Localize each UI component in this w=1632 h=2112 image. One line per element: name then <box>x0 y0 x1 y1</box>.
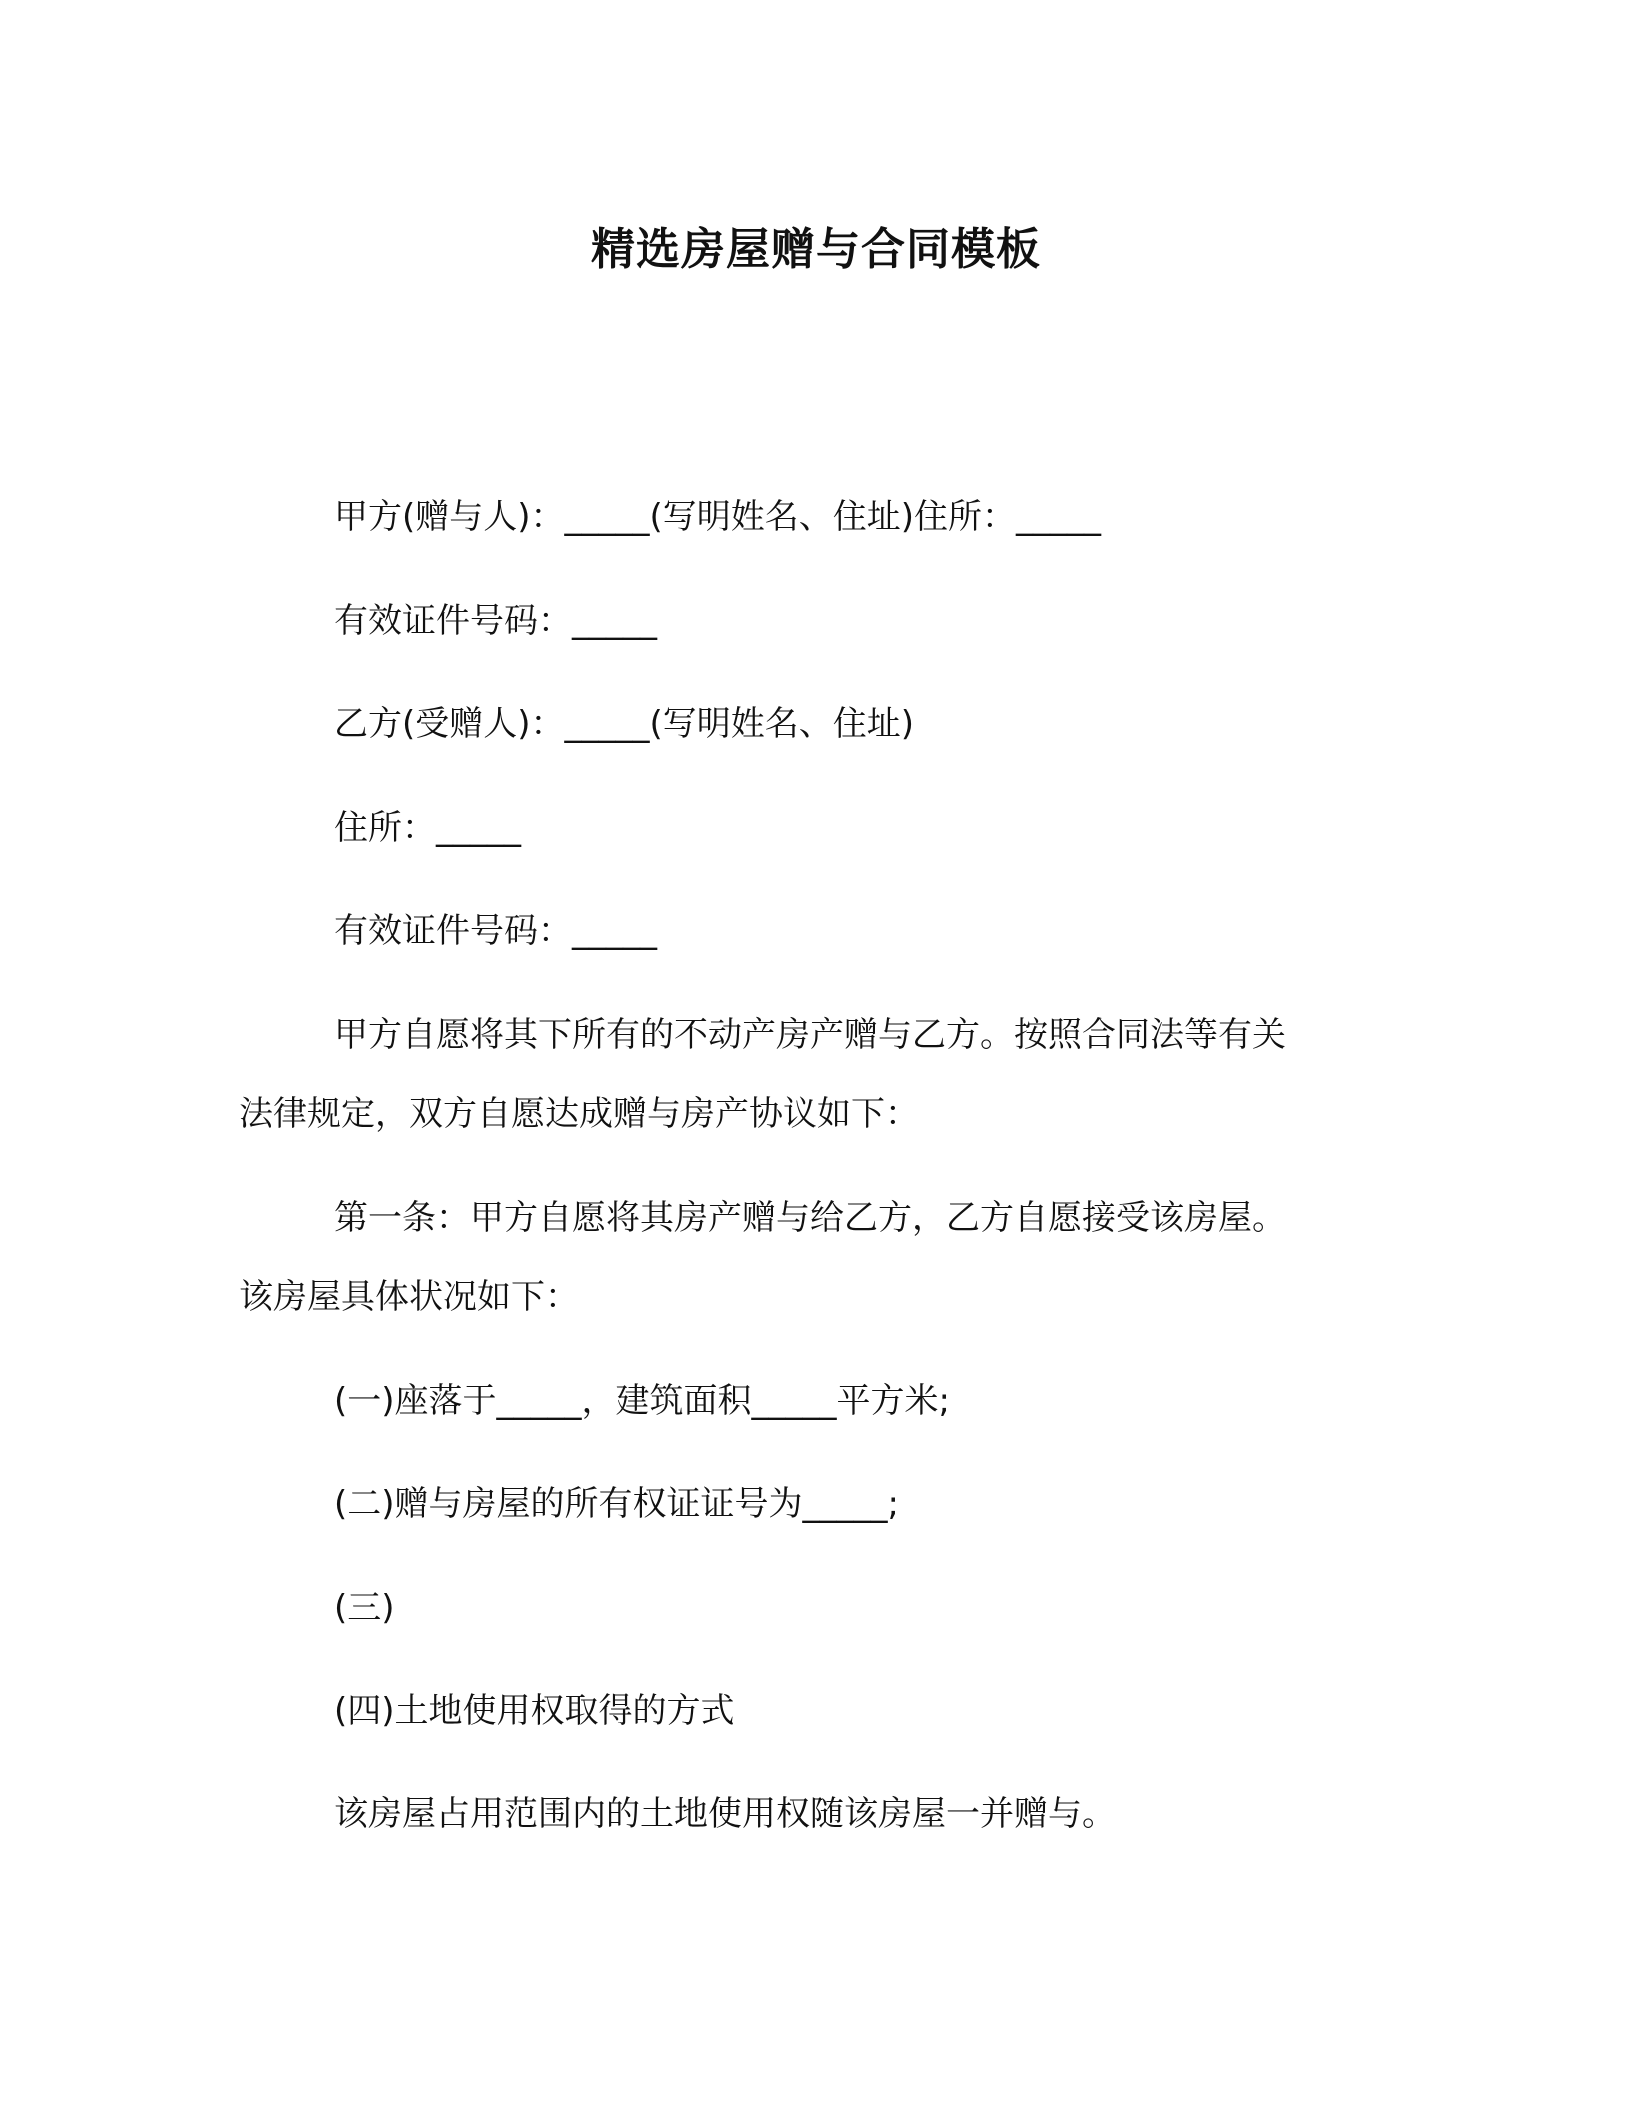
item-3-line: (三) <box>334 1588 395 1628</box>
article-1-line-1: 第一条：甲方自愿将其房产赠与给乙方，乙方自愿接受该房屋。 <box>334 1198 1286 1238</box>
item-4-line: (四)土地使用权取得的方式 <box>334 1691 735 1731</box>
intro-paragraph-line-2: 法律规定，双方自愿达成赠与房产协议如下： <box>239 1094 919 1134</box>
item-1-line: (一)座落于_____，建筑面积_____平方米; <box>334 1381 950 1421</box>
document-title: 精选房屋赠与合同模板 <box>591 224 1041 275</box>
party-b-address-line: 住所：_____ <box>334 808 521 848</box>
party-b-id-line: 有效证件号码：_____ <box>334 911 657 951</box>
item-2-line: (二)赠与房屋的所有权证证号为_____; <box>334 1484 899 1524</box>
party-a-line: 甲方(赠与人)：_____(写明姓名、住址)住所：_____ <box>334 497 1102 537</box>
intro-paragraph-line-1: 甲方自愿将其下所有的不动产房产赠与乙方。按照合同法等有关 <box>334 1015 1286 1055</box>
article-1-line-2: 该房屋具体状况如下： <box>239 1277 579 1317</box>
party-b-line: 乙方(受赠人)：_____(写明姓名、住址) <box>334 704 915 744</box>
land-use-line: 该房屋占用范围内的土地使用权随该房屋一并赠与。 <box>334 1794 1116 1834</box>
party-a-id-line: 有效证件号码：_____ <box>334 601 657 641</box>
